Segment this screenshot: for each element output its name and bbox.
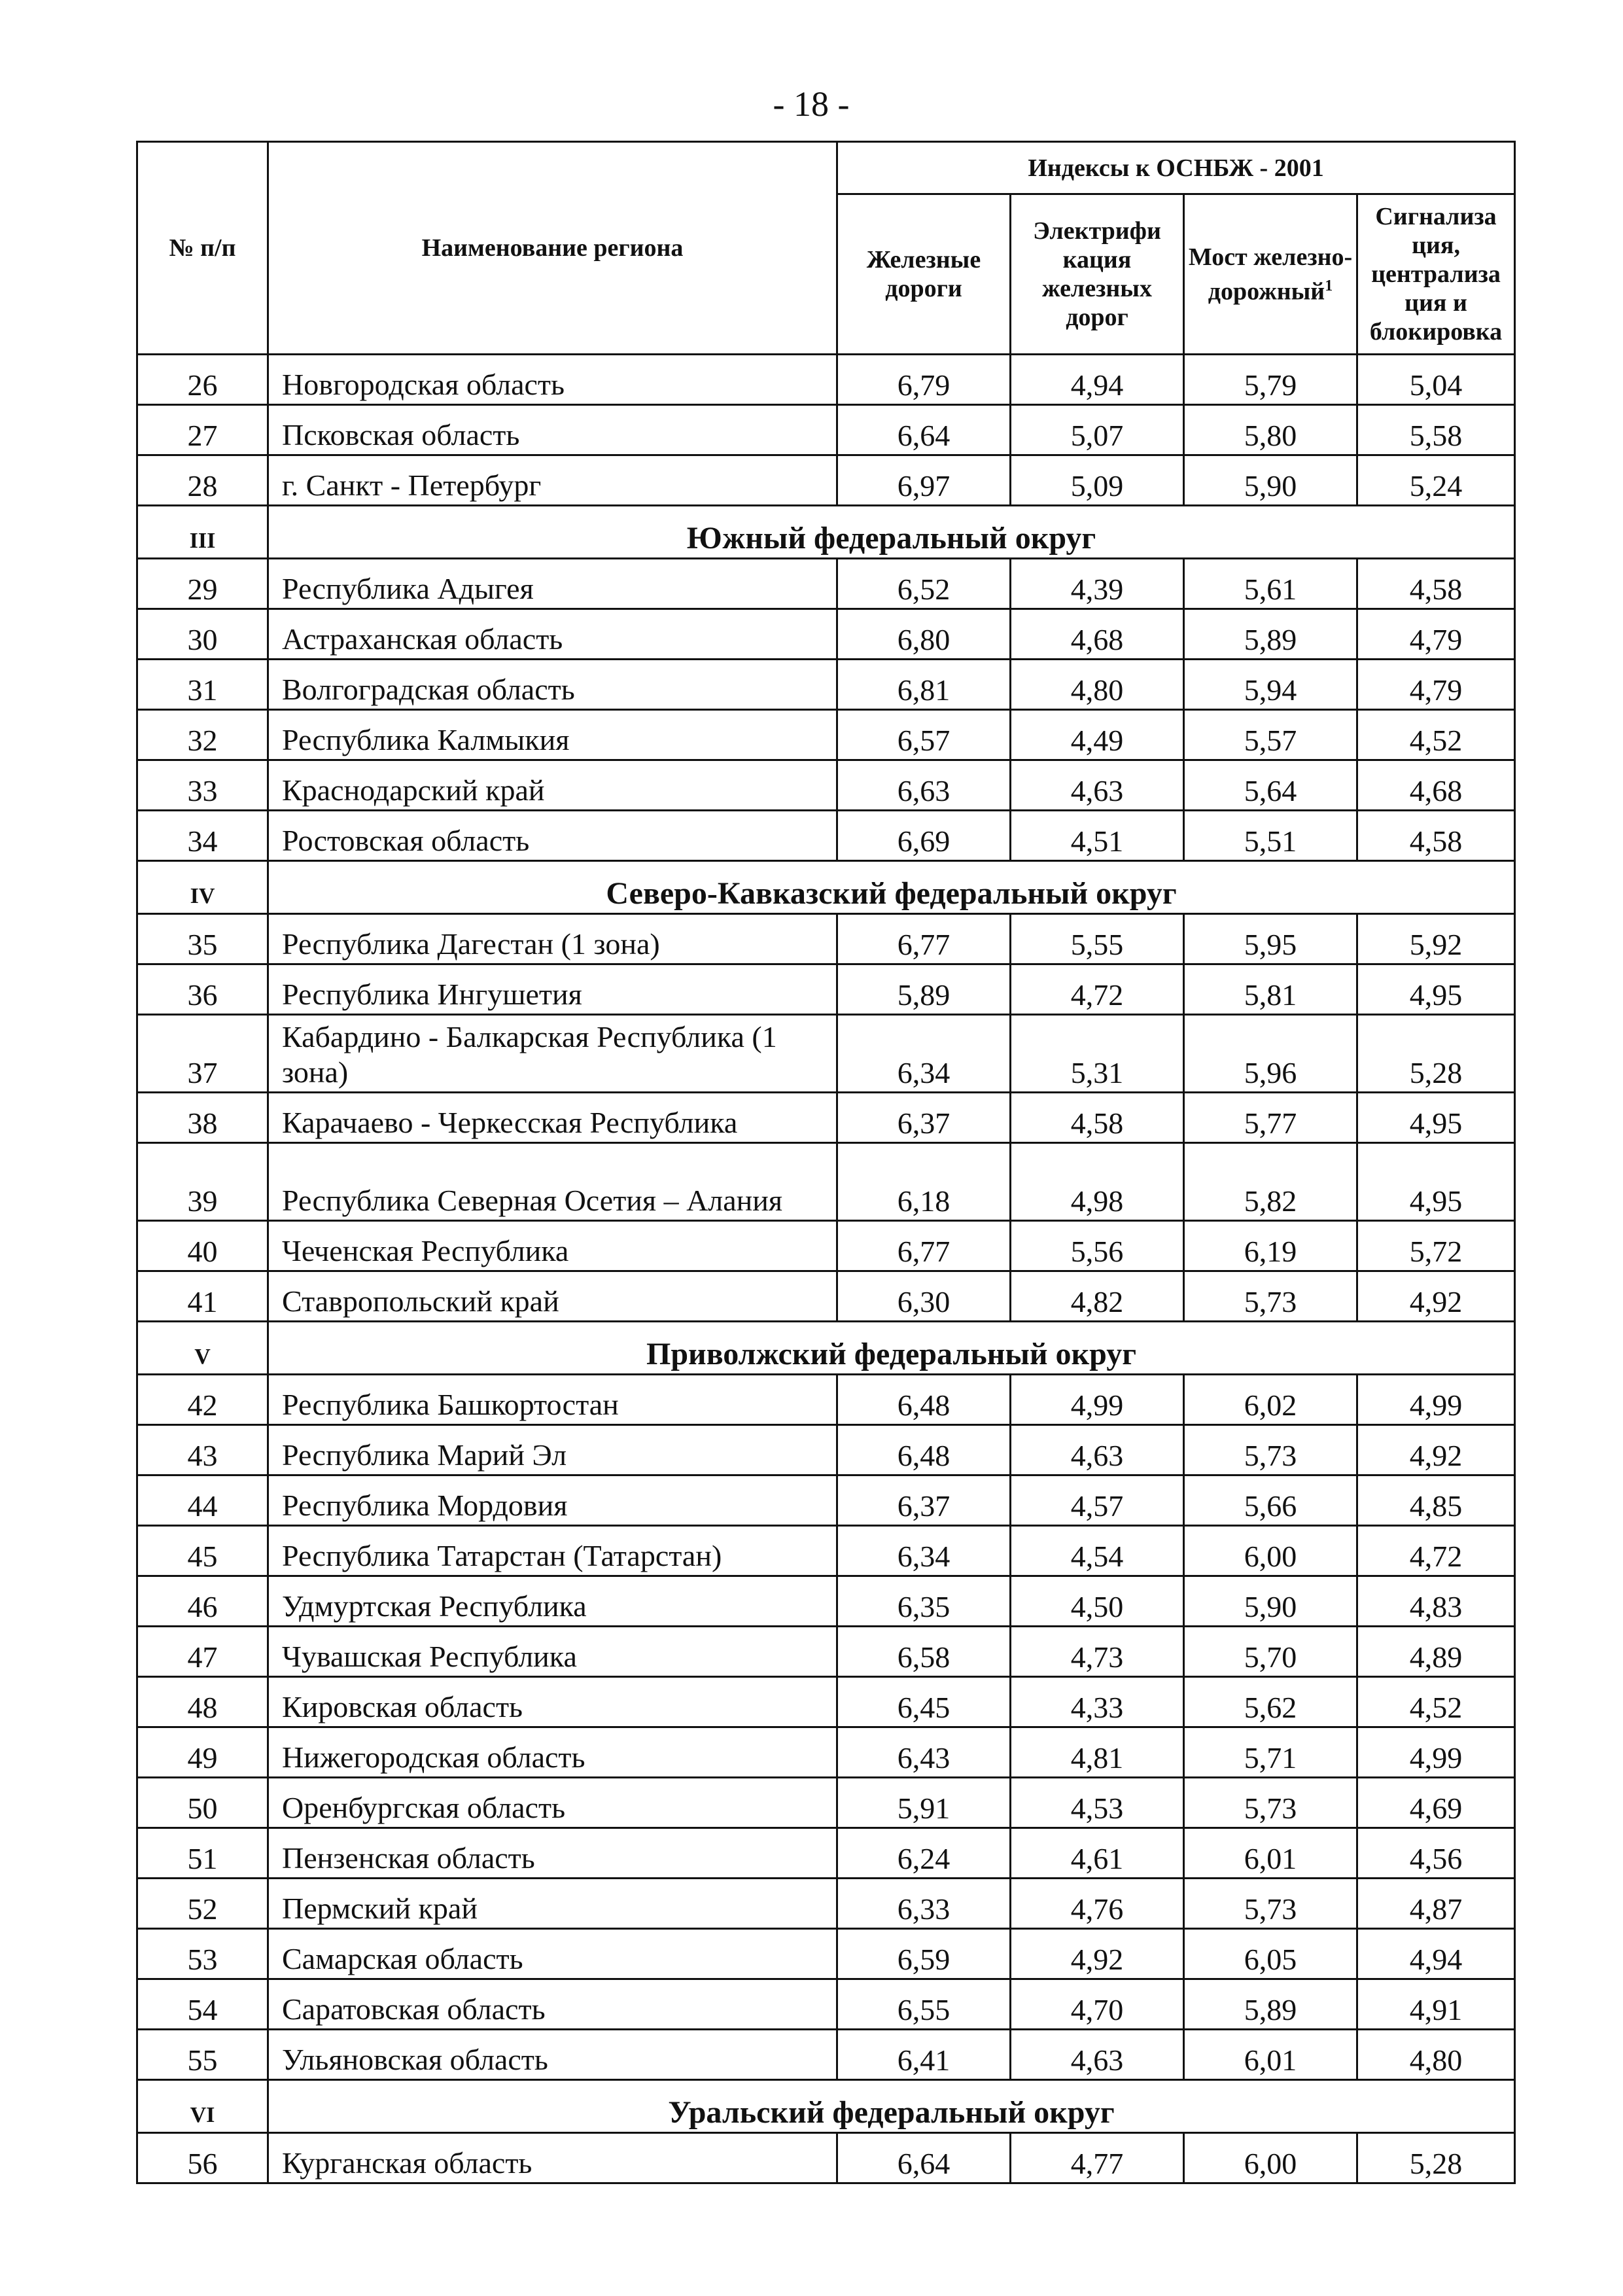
region-name: г. Санкт - Петербург — [268, 455, 837, 506]
railways-index: 6,30 — [837, 1271, 1011, 1322]
electrification-index: 4,61 — [1011, 1828, 1184, 1879]
table-row — [137, 710, 1515, 760]
electrification-index: 4,50 — [1011, 1576, 1184, 1627]
bridge-index: 6,00 — [1184, 1526, 1357, 1576]
region-name: Ростовская область — [268, 811, 837, 861]
signaling-index: 4,95 — [1357, 964, 1515, 1015]
bridge-index: 5,73 — [1184, 1271, 1357, 1322]
region-name: Республика Ингушетия — [268, 964, 837, 1015]
electrification-index: 4,76 — [1011, 1879, 1184, 1929]
railways-index: 6,63 — [837, 760, 1011, 811]
electrification-index: 4,98 — [1011, 1143, 1184, 1221]
electrification-index: 4,57 — [1011, 1475, 1184, 1526]
railways-index: 6,41 — [837, 2030, 1011, 2080]
section-number: III — [137, 506, 268, 559]
railways-index: 6,35 — [837, 1576, 1011, 1627]
electrification-index: 4,63 — [1011, 2030, 1184, 2080]
electrification-index: 4,73 — [1011, 1627, 1184, 1677]
row-number: 37 — [137, 1015, 268, 1093]
region-name: Курганская область — [268, 2133, 837, 2183]
section-number: IV — [137, 861, 268, 914]
table-row — [137, 1929, 1515, 1979]
signaling-index: 4,95 — [1357, 1143, 1515, 1221]
railways-index: 5,91 — [837, 1778, 1011, 1828]
table-body — [137, 355, 1515, 2183]
bridge-index: 5,82 — [1184, 1143, 1357, 1221]
electrification-index: 4,58 — [1011, 1093, 1184, 1143]
signaling-index: 4,52 — [1357, 1677, 1515, 1727]
table-row — [137, 1221, 1515, 1271]
row-number: 49 — [137, 1727, 268, 1778]
row-number: 56 — [137, 2133, 268, 2183]
region-name: Новгородская область — [268, 355, 837, 405]
signaling-index: 4,83 — [1357, 1576, 1515, 1627]
signaling-index: 4,52 — [1357, 710, 1515, 760]
bridge-index: 5,89 — [1184, 1979, 1357, 2030]
table-row — [137, 1727, 1515, 1778]
table-row — [137, 559, 1515, 609]
electrification-index: 4,63 — [1011, 1425, 1184, 1475]
row-number: 38 — [137, 1093, 268, 1143]
bridge-index: 5,57 — [1184, 710, 1357, 760]
electrification-index: 4,51 — [1011, 811, 1184, 861]
table-row — [137, 1828, 1515, 1879]
railways-index: 6,37 — [837, 1093, 1011, 1143]
row-number: 42 — [137, 1375, 268, 1425]
table-row — [137, 2133, 1515, 2183]
row-number: 29 — [137, 559, 268, 609]
bridge-index: 5,89 — [1184, 609, 1357, 660]
electrification-index: 4,94 — [1011, 355, 1184, 405]
bridge-index: 5,94 — [1184, 660, 1357, 710]
row-number: 31 — [137, 660, 268, 710]
railways-index: 6,33 — [837, 1879, 1011, 1929]
railways-index: 6,48 — [837, 1375, 1011, 1425]
electrification-index: 4,63 — [1011, 760, 1184, 811]
section-row — [137, 506, 1515, 559]
row-number: 33 — [137, 760, 268, 811]
signaling-index: 4,56 — [1357, 1828, 1515, 1879]
bridge-index: 5,73 — [1184, 1879, 1357, 1929]
railways-index: 6,18 — [837, 1143, 1011, 1221]
row-number: 47 — [137, 1627, 268, 1677]
bridge-index: 5,90 — [1184, 455, 1357, 506]
signaling-index: 5,24 — [1357, 455, 1515, 506]
header-railway-bridge-label: Мост железно-дорожный — [1188, 243, 1353, 306]
table-row — [137, 1475, 1515, 1526]
signaling-index: 4,99 — [1357, 1727, 1515, 1778]
table-row — [137, 760, 1515, 811]
railways-index: 6,52 — [837, 559, 1011, 609]
table-row — [137, 1526, 1515, 1576]
section-title: Южный федеральный округ — [268, 506, 1515, 559]
bridge-index: 5,81 — [1184, 964, 1357, 1015]
section-row — [137, 2080, 1515, 2133]
railways-index: 6,57 — [837, 710, 1011, 760]
railways-index: 6,64 — [837, 405, 1011, 455]
region-name: Самарская область — [268, 1929, 837, 1979]
region-name: Кировская область — [268, 1677, 837, 1727]
electrification-index: 4,54 — [1011, 1526, 1184, 1576]
region-name: Республика Дагестан (1 зона) — [268, 914, 837, 964]
signaling-index: 4,89 — [1357, 1627, 1515, 1677]
bridge-index: 6,01 — [1184, 1828, 1357, 1879]
region-name: Республика Адыгея — [268, 559, 837, 609]
signaling-index: 4,91 — [1357, 1979, 1515, 2030]
region-name: Пензенская область — [268, 1828, 837, 1879]
section-title: Уральский федеральный округ — [268, 2080, 1515, 2133]
railways-index: 6,79 — [837, 355, 1011, 405]
railways-index: 6,80 — [837, 609, 1011, 660]
header-signaling: Сигнализа ция, централиза ция и блокировка — [1357, 194, 1515, 355]
region-name: Республика Татарстан (Татарстан) — [268, 1526, 837, 1576]
row-number: 43 — [137, 1425, 268, 1475]
signaling-index: 4,92 — [1357, 1425, 1515, 1475]
row-number: 50 — [137, 1778, 268, 1828]
region-name: Чеченская Республика — [268, 1221, 837, 1271]
row-number: 27 — [137, 405, 268, 455]
section-title: Приволжский федеральный округ — [268, 1322, 1515, 1375]
section-row — [137, 861, 1515, 914]
table-row — [137, 964, 1515, 1015]
railways-index: 6,81 — [837, 660, 1011, 710]
region-name: Республика Башкортостан — [268, 1375, 837, 1425]
region-name: Республика Марий Эл — [268, 1425, 837, 1475]
electrification-index: 4,68 — [1011, 609, 1184, 660]
electrification-index: 4,53 — [1011, 1778, 1184, 1828]
bridge-index: 5,95 — [1184, 914, 1357, 964]
row-number: 46 — [137, 1576, 268, 1627]
bridge-index: 5,73 — [1184, 1425, 1357, 1475]
row-number: 34 — [137, 811, 268, 861]
bridge-index: 6,00 — [1184, 2133, 1357, 2183]
bridge-index: 5,66 — [1184, 1475, 1357, 1526]
electrification-index: 5,55 — [1011, 914, 1184, 964]
region-name: Нижегородская область — [268, 1727, 837, 1778]
signaling-index: 4,79 — [1357, 609, 1515, 660]
signaling-index: 4,79 — [1357, 660, 1515, 710]
header-num: № п/п — [137, 142, 268, 355]
electrification-index: 4,70 — [1011, 1979, 1184, 2030]
table-row — [137, 1627, 1515, 1677]
electrification-index: 4,80 — [1011, 660, 1184, 710]
electrification-index: 5,56 — [1011, 1221, 1184, 1271]
railways-index: 6,77 — [837, 914, 1011, 964]
signaling-index: 4,80 — [1357, 2030, 1515, 2080]
bridge-index: 5,51 — [1184, 811, 1357, 861]
row-number: 55 — [137, 2030, 268, 2080]
electrification-index: 4,81 — [1011, 1727, 1184, 1778]
signaling-index: 4,92 — [1357, 1271, 1515, 1322]
header-railway-bridge — [1184, 194, 1357, 355]
railways-index: 6,77 — [837, 1221, 1011, 1271]
bridge-index: 5,61 — [1184, 559, 1357, 609]
railways-index: 6,34 — [837, 1015, 1011, 1093]
table-row — [137, 1778, 1515, 1828]
signaling-index: 4,58 — [1357, 559, 1515, 609]
page-number: - 18 - — [773, 84, 850, 124]
electrification-index: 4,92 — [1011, 1929, 1184, 1979]
bridge-index: 6,01 — [1184, 2030, 1357, 2080]
railways-index: 6,48 — [837, 1425, 1011, 1475]
electrification-index: 4,49 — [1011, 710, 1184, 760]
table-row — [137, 455, 1515, 506]
region-name: Кабардино - Балкарская Республика (1 зона) — [268, 1015, 837, 1093]
railways-index: 6,37 — [837, 1475, 1011, 1526]
regional-index-table — [136, 141, 1516, 2184]
table-row — [137, 1879, 1515, 1929]
bridge-index: 5,90 — [1184, 1576, 1357, 1627]
table-row — [137, 660, 1515, 710]
bridge-index: 5,70 — [1184, 1627, 1357, 1677]
bridge-index: 5,77 — [1184, 1093, 1357, 1143]
region-name: Ставропольский край — [268, 1271, 837, 1322]
table-row — [137, 1576, 1515, 1627]
bridge-index: 5,64 — [1184, 760, 1357, 811]
section-number: V — [137, 1322, 268, 1375]
region-name: Чувашская Республика — [268, 1627, 837, 1677]
table-row — [137, 1093, 1515, 1143]
row-number: 51 — [137, 1828, 268, 1879]
railways-index: 6,34 — [837, 1526, 1011, 1576]
railways-index: 5,89 — [837, 964, 1011, 1015]
electrification-index: 4,39 — [1011, 559, 1184, 609]
header-railways: Железные дороги — [837, 194, 1011, 355]
row-number: 26 — [137, 355, 268, 405]
bridge-index: 5,62 — [1184, 1677, 1357, 1727]
signaling-index: 5,28 — [1357, 2133, 1515, 2183]
region-name: Республика Северная Осетия – Алания — [268, 1143, 837, 1221]
region-name: Саратовская область — [268, 1979, 837, 2030]
electrification-index: 5,07 — [1011, 405, 1184, 455]
table-row — [137, 1015, 1515, 1093]
region-name: Ульяновская область — [268, 2030, 837, 2080]
signaling-index: 5,58 — [1357, 405, 1515, 455]
table-row — [137, 355, 1515, 405]
section-row — [137, 1322, 1515, 1375]
header-region-name: Наименование региона — [268, 142, 837, 355]
row-number: 48 — [137, 1677, 268, 1727]
row-number: 35 — [137, 914, 268, 964]
row-number: 54 — [137, 1979, 268, 2030]
row-number: 40 — [137, 1221, 268, 1271]
railways-index: 6,55 — [837, 1979, 1011, 2030]
signaling-index: 5,28 — [1357, 1015, 1515, 1093]
row-number: 53 — [137, 1929, 268, 1979]
bridge-index: 5,96 — [1184, 1015, 1357, 1093]
row-number: 39 — [137, 1143, 268, 1221]
electrification-index: 4,99 — [1011, 1375, 1184, 1425]
signaling-index: 4,58 — [1357, 811, 1515, 861]
region-name: Карачаево - Черкесская Республика — [268, 1093, 837, 1143]
row-number: 41 — [137, 1271, 268, 1322]
region-name: Республика Калмыкия — [268, 710, 837, 760]
region-name: Республика Мордовия — [268, 1475, 837, 1526]
table-row — [137, 2030, 1515, 2080]
row-number: 32 — [137, 710, 268, 760]
header-electrification: Электрифи кация железных дорог — [1011, 194, 1184, 355]
section-title: Северо-Кавказский федеральный округ — [268, 861, 1515, 914]
region-name: Пермский край — [268, 1879, 837, 1929]
electrification-index: 5,09 — [1011, 455, 1184, 506]
railways-index: 6,59 — [837, 1929, 1011, 1979]
electrification-index: 5,31 — [1011, 1015, 1184, 1093]
signaling-index: 4,94 — [1357, 1929, 1515, 1979]
row-number: 28 — [137, 455, 268, 506]
bridge-index: 6,19 — [1184, 1221, 1357, 1271]
signaling-index: 5,72 — [1357, 1221, 1515, 1271]
signaling-index: 4,69 — [1357, 1778, 1515, 1828]
table-row — [137, 1425, 1515, 1475]
signaling-index: 4,68 — [1357, 760, 1515, 811]
row-number: 44 — [137, 1475, 268, 1526]
region-name: Краснодарский край — [268, 760, 837, 811]
bridge-index: 6,05 — [1184, 1929, 1357, 1979]
header-index-group: Индексы к ОСНБЖ - 2001 — [837, 142, 1515, 194]
railways-index: 6,58 — [837, 1627, 1011, 1677]
electrification-index: 4,72 — [1011, 964, 1184, 1015]
table-header — [137, 142, 1515, 355]
region-name: Удмуртская Республика — [268, 1576, 837, 1627]
railways-index: 6,97 — [837, 455, 1011, 506]
section-number: VI — [137, 2080, 268, 2133]
region-name: Оренбургская область — [268, 1778, 837, 1828]
row-number: 36 — [137, 964, 268, 1015]
table-row — [137, 1677, 1515, 1727]
signaling-index: 5,92 — [1357, 914, 1515, 964]
table-row — [137, 1143, 1515, 1221]
signaling-index: 4,87 — [1357, 1879, 1515, 1929]
bridge-index: 5,71 — [1184, 1727, 1357, 1778]
header-footnote-mark: 1 — [1325, 277, 1333, 294]
table-row — [137, 1375, 1515, 1425]
bridge-index: 5,79 — [1184, 355, 1357, 405]
table-row — [137, 1271, 1515, 1322]
region-name: Псковская область — [268, 405, 837, 455]
table-row — [137, 811, 1515, 861]
row-number: 30 — [137, 609, 268, 660]
bridge-index: 5,80 — [1184, 405, 1357, 455]
signaling-index: 4,72 — [1357, 1526, 1515, 1576]
signaling-index: 4,85 — [1357, 1475, 1515, 1526]
electrification-index: 4,77 — [1011, 2133, 1184, 2183]
bridge-index: 6,02 — [1184, 1375, 1357, 1425]
railways-index: 6,43 — [837, 1727, 1011, 1778]
region-name: Астраханская область — [268, 609, 837, 660]
table-row — [137, 914, 1515, 964]
region-name: Волгоградская область — [268, 660, 837, 710]
table-row — [137, 609, 1515, 660]
signaling-index: 4,95 — [1357, 1093, 1515, 1143]
bridge-index: 5,73 — [1184, 1778, 1357, 1828]
table-row — [137, 1979, 1515, 2030]
railways-index: 6,69 — [837, 811, 1011, 861]
railways-index: 6,24 — [837, 1828, 1011, 1879]
row-number: 52 — [137, 1879, 268, 1929]
table-row — [137, 405, 1515, 455]
electrification-index: 4,33 — [1011, 1677, 1184, 1727]
signaling-index: 4,99 — [1357, 1375, 1515, 1425]
row-number: 45 — [137, 1526, 268, 1576]
signaling-index: 5,04 — [1357, 355, 1515, 405]
railways-index: 6,64 — [837, 2133, 1011, 2183]
electrification-index: 4,82 — [1011, 1271, 1184, 1322]
railways-index: 6,45 — [837, 1677, 1011, 1727]
